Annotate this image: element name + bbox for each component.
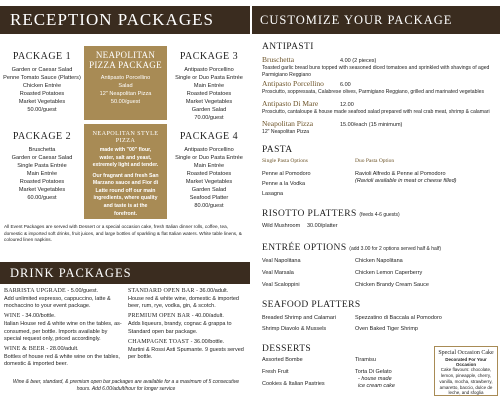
pasta-item: Penne al Pomodoro (262, 171, 311, 177)
occasion-subtitle: Decorated For Your Occasion (445, 357, 487, 367)
package-price: 60.00/guest (27, 195, 57, 202)
dessert-item: Cookies & Italian Pastries (262, 381, 325, 387)
risotto-item: Wild Mushroom (262, 223, 301, 229)
drink-desc: Italian House red & white wine on the tables, as-consumed, per bottle. Imports available by special request only, priced accordingly. (4, 321, 122, 342)
entree-item: Chicken Brandy Cream Sauce (355, 282, 429, 288)
package-title: PACKAGE 4 (179, 131, 239, 142)
pasta-item: Penne a la Vodka (262, 181, 306, 187)
occasion-text: Cake flavours: chocolate, lemon, pineapple, cherry, vanilla, mocha, strawberry, amaretto, baccio, dulce de leche, and sfoglia (439, 367, 493, 396)
neapolitan-style-pizza-box (84, 124, 167, 219)
package-item: Garden or Caesar Salad (11, 154, 73, 161)
package-item: Roasted Potatoes (186, 170, 232, 177)
style-title: NEAPOLITAN STYLE PIZZA (92, 130, 159, 145)
item-desc: Prosciutto, cantaloupe & house made seafood salad prepared with real crab meat, shrimp & calamari (262, 109, 490, 116)
drink-desc: Adds liqueurs, brandy, cognac & grappa to Standard open bar package. (128, 321, 232, 335)
dessert-note: - house made (358, 376, 392, 382)
package-title: PACKAGE 1 (12, 51, 72, 62)
drink-price: - 36.00/bottle. (189, 338, 225, 345)
entree-item: Chicken Napolitana (355, 258, 403, 264)
drink-price: - 28.00/adult. (44, 346, 79, 353)
drink-price: - 36.00/adult. (194, 288, 229, 294)
style-line: and taste is at the (103, 202, 148, 209)
package-item: Main Entrée (193, 82, 225, 89)
antipasti-item (262, 55, 494, 78)
dessert-item: Torta Di Gelato (355, 369, 392, 375)
antipasti-item (262, 79, 494, 96)
item-name: Bruschetta (262, 55, 295, 64)
style-line: forefront. (113, 210, 138, 217)
dessert-item: Tiramisu (355, 357, 376, 363)
package-item: Main Entrée (193, 162, 225, 169)
entree-item: Chicken Lemon Caperberry (355, 270, 423, 276)
seafood-heading: SEAFOOD PLATTERS (262, 300, 361, 310)
item-name: Antipasto Porcellino (262, 79, 324, 88)
style-line: made with "00" flour, (99, 147, 152, 154)
desserts-heading: DESSERTS (262, 344, 312, 354)
package-price: 50.00/guest (27, 107, 57, 114)
dessert-note: ice cream cake (358, 383, 395, 389)
style-line: extremely light and tender. (92, 162, 159, 169)
risotto-heading (262, 209, 400, 219)
item-desc: 12" Neapolitan Pizza (262, 129, 310, 136)
antipasti-item (262, 119, 494, 136)
package-price: 50.00/guest (110, 99, 141, 106)
style-line: Latte round off our main (95, 187, 156, 194)
style-line: Marzano sauce and Fior di (92, 180, 159, 187)
entree-item: Veal Napolitana (262, 258, 301, 264)
drink-price: - 5.00/guest. (65, 288, 99, 294)
antipasti-heading: ANTIPASTI (262, 42, 314, 52)
package-item: Market Vegetables (185, 178, 233, 185)
package-item: Seafood Platter (189, 195, 229, 202)
antipasti-item (262, 99, 494, 116)
duo-pasta-note: (Ravioli available in meat or cheese filled) (355, 178, 457, 184)
drink-title: STANDARD OPEN BAR (128, 288, 195, 294)
drinks-note: Wine & beer, standard, & premium open bar packages are available for a a maximum of 5 consecutive hours. Add 6.00/adult/hour for longer service (12, 379, 240, 392)
entree-item: Veal Scaloppini (262, 282, 300, 288)
style-line: water, salt and yeast, (99, 154, 152, 161)
item-name: Neapolitan Pizza (262, 119, 314, 128)
drink-item (128, 313, 248, 335)
event-packages-note: All Event Packages are served with Dessert or a special occasion cake, fresh Italian dinner rolls, coffee, tea, domestic & imported soft drinks, fruit juices, and large bottles of sparkling & flat Italian waters. White table linens, & coloured linen napkins. (4, 224, 242, 243)
drinks-right-column (128, 288, 248, 364)
package-item: Bruschetta (28, 146, 56, 153)
item-name: Antipasto Di Mare (262, 99, 319, 108)
package-item: Roasted Potatoes (19, 90, 65, 97)
item-desc: Prosciutto, soppressata, Calabrese olives, Parmigiano Reggiano, grilled and marinated vegetables (262, 89, 484, 96)
drink-desc: Add unlimited espresso, cappuccino, latte & mochaccino to your event package. (4, 295, 111, 310)
style-line: Our fragrant and fresh San (92, 172, 159, 179)
item-price: 12.00 (340, 102, 354, 108)
drink-item (4, 346, 122, 368)
drink-title: WINE (4, 313, 21, 320)
entree-heading (262, 243, 441, 253)
package-item: Market Vegetables (18, 98, 66, 105)
drink-title: WINE & BEER (4, 346, 45, 353)
package-title: PACKAGE 2 (12, 131, 72, 142)
drinks-left-column (4, 288, 122, 371)
drink-item (4, 313, 122, 343)
drink-item (128, 339, 248, 361)
item-desc: Toasted garlic bread buns topped with seasoned diced tomatoes and sprinkled with shavings of aged Parmigiano Reggiano (262, 65, 490, 78)
customize-package-header: CUSTOMIZE YOUR PACKAGE (252, 6, 500, 34)
package-item: Garden or Caesar Salad (11, 66, 73, 73)
package-item: Single or Duo Pasta Entrée (175, 154, 243, 161)
drink-desc: Martini & Rossi Asti Spumante. 9 guests served per bottle. (128, 346, 244, 360)
package-price: 70.00/guest (194, 115, 224, 122)
package-item: Garden Salad (191, 107, 227, 114)
style-line: ingredients, where quality (93, 195, 158, 202)
pasta-item: Lasagna (262, 191, 284, 197)
drink-price: - 40.00/adult. (190, 313, 224, 320)
package-title: PACKAGE 3 (179, 51, 239, 62)
drink-packages-header: DRINK PACKAGES (0, 262, 250, 284)
package-item: Single Pasta Entrée (17, 162, 67, 169)
risotto-subtitle: (feeds 4-6 guests) (359, 212, 400, 218)
drink-title: BARRISTA UPGRADE (4, 288, 66, 294)
risotto-price: 30.00/platter (307, 223, 338, 229)
package-item: Roasted Potatoes (19, 178, 65, 185)
dessert-item: Fresh Fruit (262, 369, 289, 375)
duo-pasta-heading: Duo Pasta Option (355, 158, 395, 164)
item-price: 6.00 (340, 82, 351, 88)
drink-desc: Bottles of house red & white wine on the tables, domestic & imported beer. (4, 353, 120, 368)
drink-item (128, 288, 248, 310)
drink-price: - 34.00/bottle. (20, 313, 56, 320)
item-price: 4.00 (2 pieces) (340, 58, 377, 64)
reception-packages-header: RECEPTION PACKAGES (0, 6, 250, 34)
package-item: Antipasto Porcellino (184, 66, 234, 73)
risotto-title: RISOTTO PLATTERS (262, 209, 357, 219)
package-title: NEAPOLITAN PIZZA PACKAGE (89, 50, 162, 71)
package-item: Market Vegetables (185, 98, 233, 105)
package-item: Penne Tomato Sauce (Platters) (3, 74, 81, 81)
package-item: Market Vegetables (18, 187, 66, 194)
package-item: Salad (118, 82, 133, 89)
seafood-item: Spezzatino di Baccala al Pomodoro (355, 315, 442, 321)
package-item: Roasted Potatoes (186, 90, 232, 97)
package-item: Main Entrée (26, 170, 58, 177)
package-3 (168, 50, 250, 122)
drink-desc: House red & white wine, domestic & imported beer, rum, rye, vodka, gin, & scotch. (128, 295, 239, 310)
package-item: Antipasto Porcellino (100, 74, 151, 81)
entree-item: Veal Marsala (262, 270, 294, 276)
item-price: 15.00/each (15 minimum) (340, 122, 403, 128)
special-occasion-cake-box (434, 346, 498, 396)
package-item: Garden Salad (191, 187, 227, 194)
package-2 (2, 130, 82, 202)
drink-title: CHAMPAGNE TOAST (128, 338, 190, 345)
package-item: Antipasto Porcellino (184, 146, 234, 153)
single-pasta-heading: Single Pasta Options (262, 158, 308, 164)
occasion-title: Special Occasion Cake (438, 350, 494, 356)
entree-subtitle: (add 3.00 for 2 options served half & half) (349, 246, 442, 252)
package-price: 80.00/guest (194, 203, 224, 210)
package-item: Single or Duo Pasta Entrée (175, 74, 243, 81)
package-item: 12" Neapolitan Pizza (99, 90, 152, 97)
seafood-item: Shrimp Diavolo & Mussels (262, 326, 327, 332)
package-1 (2, 50, 82, 114)
seafood-item: Breaded Shrimp and Calamari (262, 315, 336, 321)
duo-pasta-item: Ravioli Alfredo & Penne al Pomodoro (355, 171, 446, 177)
package-4 (168, 130, 250, 210)
dessert-item: Assorted Bombe (262, 357, 303, 363)
seafood-item: Oven Baked Tiger Shrimp (355, 326, 418, 332)
package-item: Chicken Entrée (22, 82, 62, 89)
drink-title: PREMIUM OPEN BAR (128, 313, 191, 320)
drink-item (4, 288, 122, 310)
neapolitan-pizza-package (84, 46, 167, 120)
entree-title: ENTRÉE OPTIONS (262, 243, 347, 253)
pasta-heading: PASTA (262, 145, 293, 155)
